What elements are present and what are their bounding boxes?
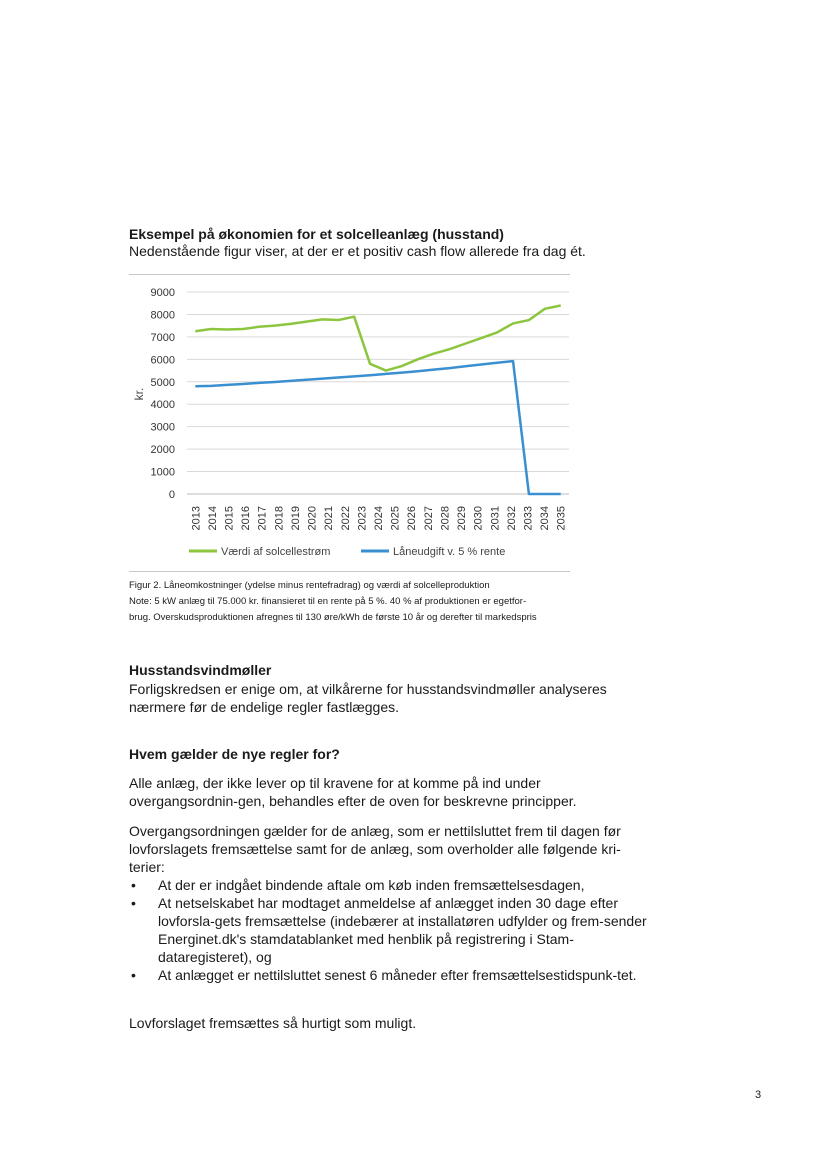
transition-rules-text: Overgangsordningen gælder for de anlæg, som er nettilsluttet frem til dagen før lovforslagets fremsættelse samt for de anlæg, som overholder alle følgende kri-terier: — [129, 823, 621, 875]
x-tick-label: 2023 — [356, 506, 369, 531]
chart-y-axis-label: kr. — [132, 387, 146, 401]
x-tick-label: 2025 — [389, 506, 402, 531]
chart-legend — [189, 546, 505, 558]
chart-top-rule — [129, 274, 570, 275]
legend-label: Låneudgift v. 5 % rente — [393, 546, 506, 558]
y-tick-label: 7000 — [150, 331, 175, 344]
legend-label: Værdi af solcellestrøm — [221, 546, 331, 558]
x-tick-label: 2029 — [456, 506, 469, 531]
x-tick-label: 2026 — [406, 506, 419, 531]
line-chart — [129, 276, 577, 576]
caption-note-line: Note: 5 kW anlæg til 75.000 kr. finansieret til en rente på 5 %. 40 % af produktionen er egetfor- — [129, 596, 527, 607]
y-tick-label: 9000 — [150, 287, 175, 299]
y-tick-label: 5000 — [150, 376, 175, 389]
x-tick-label: 2015 — [223, 506, 236, 531]
x-tick-label: 2021 — [323, 506, 336, 531]
bullet-icon: • — [131, 895, 136, 911]
x-tick-label: 2019 — [289, 506, 302, 531]
x-tick-label: 2027 — [422, 506, 435, 531]
list-item-text: At anlægget er nettilsluttet senest 6 måneder efter fremsættelsestidspunk-tet. — [158, 967, 637, 983]
page-number: 3 — [755, 1089, 762, 1101]
x-tick-label: 2028 — [439, 506, 452, 531]
x-tick-label: 2016 — [240, 506, 253, 531]
y-tick-label: 4000 — [150, 399, 175, 412]
list-item — [129, 894, 649, 966]
y-tick-label: 0 — [168, 489, 175, 501]
chart-series — [195, 305, 560, 494]
chart-container — [129, 276, 577, 576]
x-tick-label: 2035 — [555, 506, 568, 531]
x-tick-label: 2024 — [373, 506, 385, 531]
y-tick-label: 2000 — [150, 444, 175, 457]
x-tick-label: 2018 — [273, 506, 286, 531]
chart-bottom-rule — [129, 571, 570, 572]
list-item — [129, 966, 649, 984]
closing-sentence: Lovforslaget fremsættes så hurtigt som muligt. — [129, 1015, 417, 1031]
x-tick-label: 2014 — [206, 506, 219, 531]
x-tick-label: 2013 — [190, 506, 203, 531]
series-line — [195, 361, 560, 494]
criteria-list — [129, 876, 649, 984]
y-tick-label: 1000 — [150, 466, 175, 479]
list-item-text: At der er indgået bindende aftale om køb inden fremsættelsesdagen, — [158, 877, 585, 893]
section-title-wind-turbines: Husstandsvindmøller — [129, 662, 272, 678]
chart-y-ticks — [151, 287, 175, 501]
caption-note-line: brug. Overskudsproduktionen afregnes til 130 øre/kWh de første 10 år og derefter til markedspris — [129, 612, 537, 623]
list-item — [129, 876, 649, 894]
bullet-icon: • — [131, 967, 136, 983]
list-item-text: At netselskabet har modtaget anmeldelse af anlægget inden 30 dage efter lovforsla-gets fremsættelse (indebærer at installatøren udfylder og frem-sender Energinet.dk's stamdatablanket med henblik på registrering i Stam-dataregisteret), og — [158, 895, 647, 965]
x-tick-label: 2022 — [339, 506, 352, 531]
x-tick-label: 2030 — [472, 506, 485, 531]
figure-caption — [129, 578, 649, 626]
x-tick-label: 2033 — [522, 506, 535, 531]
section-wind-text: Forligskredsen er enige om, at vilkårerne for husstandsvindmøller analyseres nærmere før de endelige regler fastlægges. — [129, 681, 607, 715]
caption-line: Figur 2. Låneomkostninger (ydelse minus rentefradrag) og værdi af solcelleproduktion — [129, 580, 490, 591]
section-title-who-applies: Hvem gælder de nye regler for? — [129, 746, 340, 762]
chart-x-ticks — [190, 506, 567, 530]
section-who-text: Alle anlæg, der ikke lever op til kravene for at komme på ind under overgangsordnin-gen, behandles efter de oven for beskrevne principper. — [129, 775, 577, 809]
y-tick-label: 3000 — [150, 421, 175, 434]
x-tick-label: 2032 — [505, 506, 518, 531]
chart-gridlines — [187, 292, 569, 494]
x-tick-label: 2031 — [489, 506, 502, 531]
section-title-solar-economy: Eksempel på økonomien for et solcelleanlæg (husstand) — [129, 226, 504, 242]
bullet-icon: • — [131, 877, 136, 893]
y-tick-label: 8000 — [150, 309, 175, 322]
section-intro-text: Nedenstående figur viser, at der er et positiv cash flow allerede fra dag ét. — [129, 243, 586, 259]
x-tick-label: 2020 — [306, 506, 319, 531]
x-tick-label: 2034 — [539, 506, 552, 531]
y-tick-label: 6000 — [150, 354, 175, 367]
x-tick-label: 2017 — [256, 506, 269, 531]
